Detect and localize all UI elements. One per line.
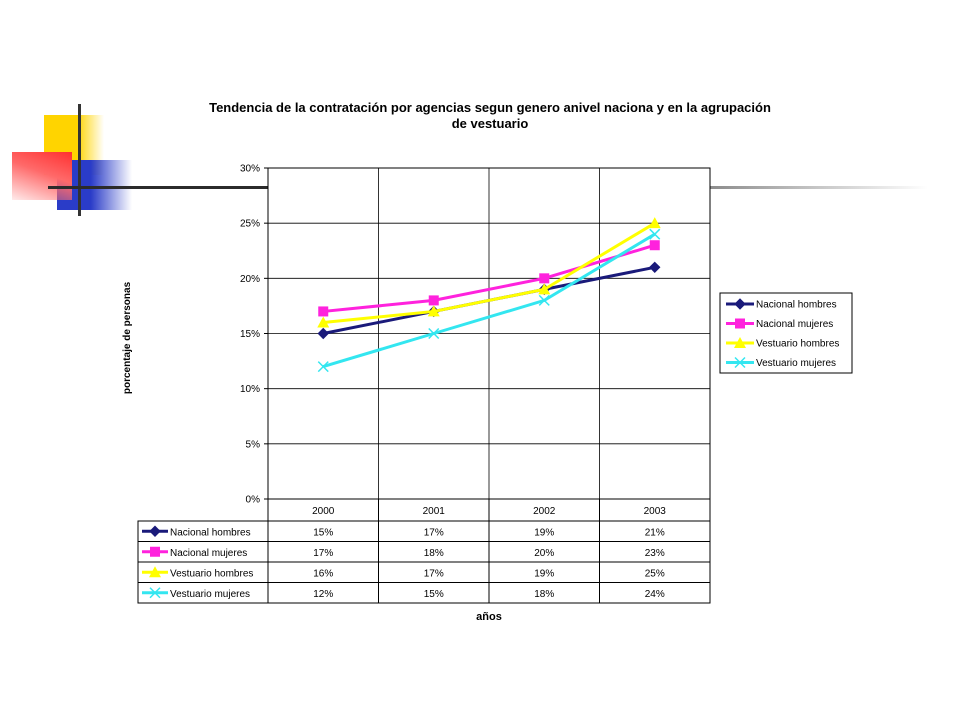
table-cell: 12% — [313, 588, 334, 600]
data-point-1-3 — [650, 240, 660, 250]
table-series-label: Nacional hombres — [170, 527, 251, 539]
table-swatch-marker — [150, 547, 160, 557]
table-cell: 25% — [644, 568, 665, 580]
table-cell: 17% — [423, 568, 444, 580]
chart-title-line-2: de vestuario — [451, 116, 529, 131]
x-tick-label: 2002 — [533, 506, 556, 517]
legend-label: Vestuario mujeres — [756, 358, 837, 369]
table-cell: 21% — [644, 527, 665, 539]
table-cell: 15% — [423, 588, 444, 600]
y-tick-label: 10% — [239, 384, 260, 396]
x-tick-label: 2000 — [312, 506, 335, 517]
legend-label: Vestuario hombres — [756, 338, 840, 350]
data-point-1-2 — [539, 273, 549, 283]
y-tick-label: 20% — [239, 273, 260, 285]
table-cell: 18% — [534, 588, 555, 600]
y-tick-label: 25% — [239, 218, 260, 230]
table-cell: 23% — [644, 547, 665, 559]
table-swatch-marker — [150, 526, 160, 536]
y-tick-label: 30% — [239, 163, 260, 175]
table-cell: 24% — [644, 588, 665, 600]
y-axis-label: porcentaje de personas — [122, 281, 133, 395]
data-point-1-1 — [429, 295, 439, 305]
table-cell: 15% — [313, 527, 334, 539]
legend-label: Nacional mujeres — [756, 319, 834, 330]
x-axis-label: años — [476, 611, 502, 623]
table-cell: 18% — [423, 547, 444, 559]
table-series-label: Nacional mujeres — [170, 547, 248, 559]
table-cell: 20% — [534, 547, 555, 559]
legend-swatch-marker — [735, 319, 745, 329]
table-cell: 17% — [423, 527, 444, 539]
y-tick-label: 5% — [245, 439, 260, 451]
y-tick-label: 15% — [239, 329, 260, 340]
table-cell: 17% — [313, 547, 334, 559]
y-tick-label: 0% — [245, 494, 260, 506]
table-cell: 19% — [534, 527, 555, 539]
data-point-1-0 — [318, 306, 328, 316]
legend-label: Nacional hombres — [756, 299, 837, 311]
x-tick-label: 2001 — [422, 506, 445, 517]
table-series-label: Vestuario mujeres — [170, 588, 251, 600]
table-cell: 19% — [534, 568, 555, 580]
x-tick-label: 2003 — [643, 506, 666, 517]
table-series-label: Vestuario hombres — [170, 568, 254, 580]
table-cell: 16% — [313, 568, 334, 580]
chart-title-line-1: Tendencia de la contratación por agencias segun genero anivel naciona y en la agrupación — [209, 100, 771, 115]
